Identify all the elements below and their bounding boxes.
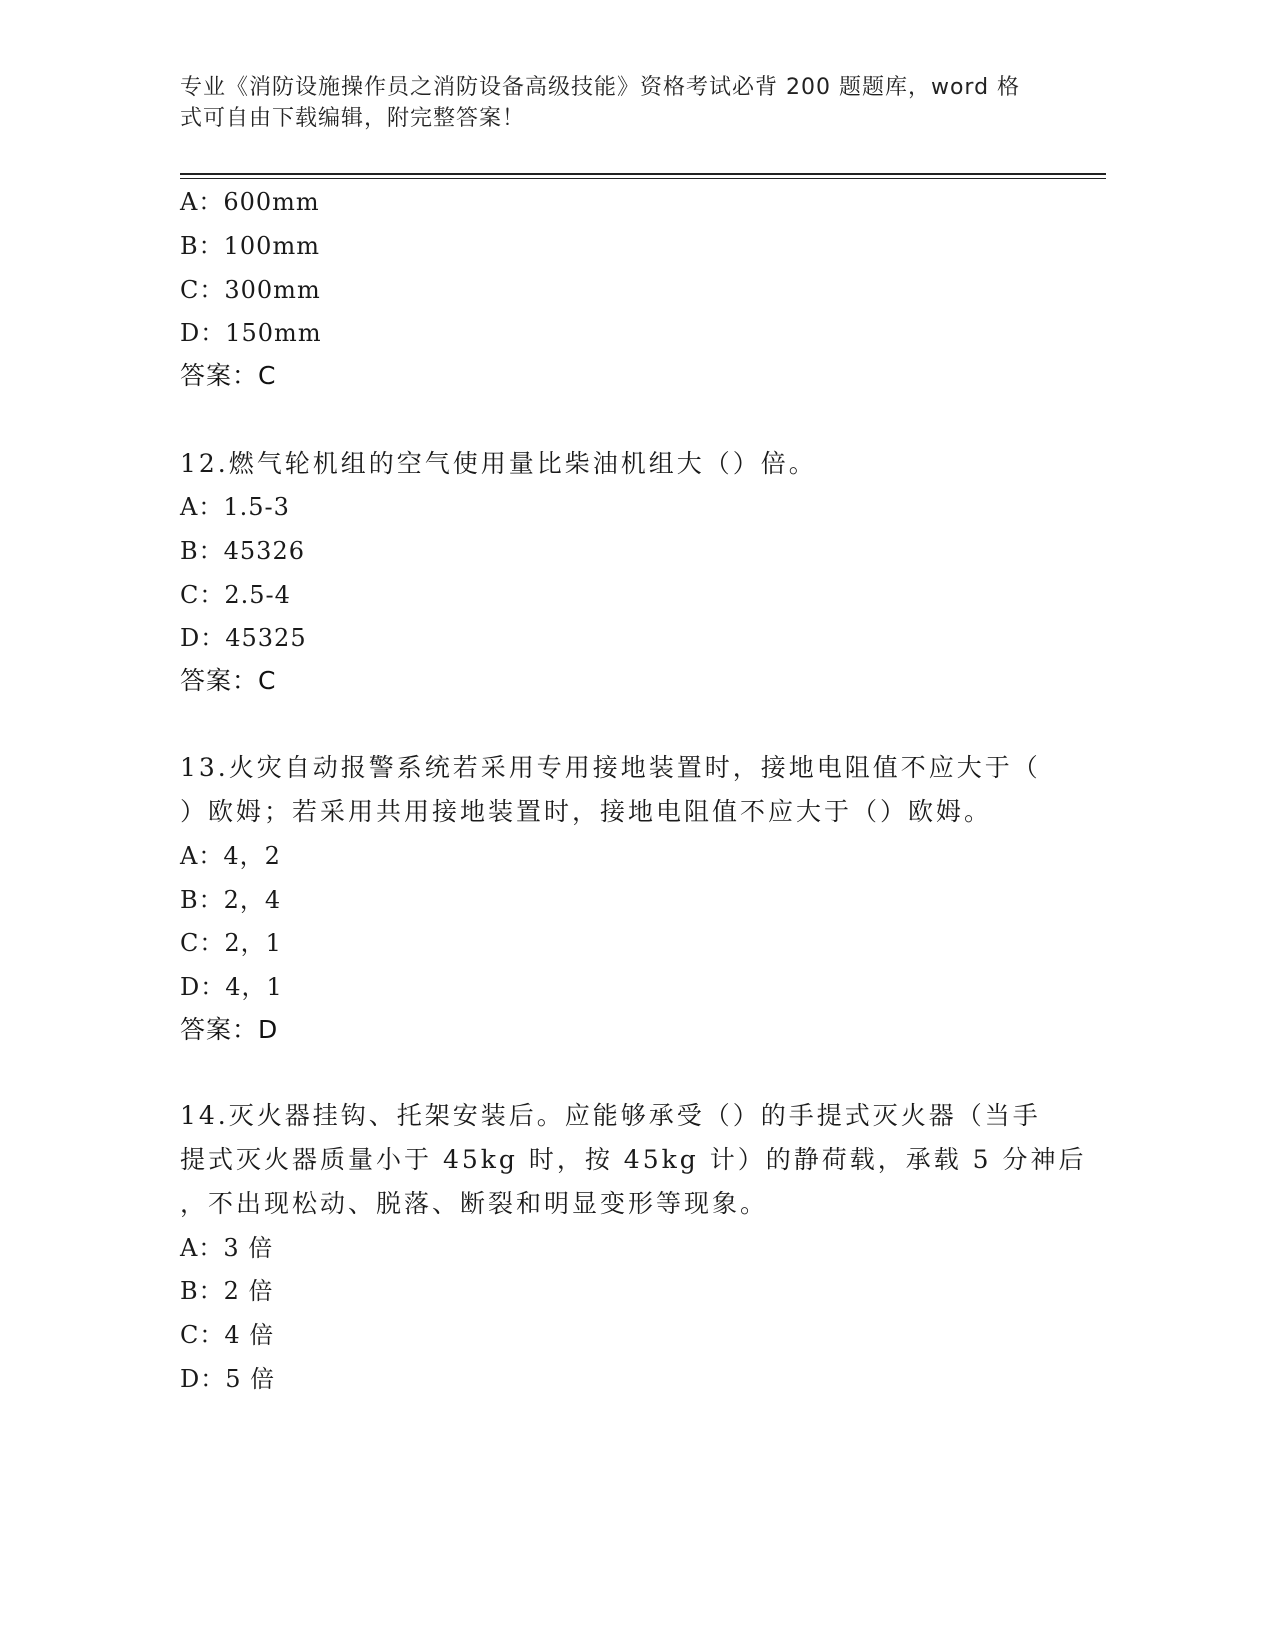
option-text: 2 倍 <box>223 1277 274 1305</box>
option-letter: B： <box>180 1277 224 1305</box>
header-divider-thin <box>180 178 1106 179</box>
option-letter: C： <box>180 276 225 304</box>
q11-answer: 答案：C <box>180 361 277 390</box>
document-header <box>180 72 1060 134</box>
option-letter: D： <box>180 1365 226 1393</box>
option-letter: C： <box>180 929 225 957</box>
option-text: 3 倍 <box>223 1234 274 1262</box>
q14-option-a <box>180 1233 273 1263</box>
q14-option-c <box>180 1320 274 1350</box>
q13-option-b <box>180 885 281 915</box>
q14-option-d <box>180 1364 275 1394</box>
q13-option-d <box>180 972 283 1002</box>
option-letter: B： <box>180 886 224 914</box>
q13-option-c <box>180 928 282 958</box>
option-text: 45325 <box>225 624 307 652</box>
option-text: 150mm <box>225 319 322 347</box>
q11-option-b <box>180 231 320 261</box>
option-letter: C： <box>180 581 225 609</box>
option-letter: D： <box>180 624 226 652</box>
q12-option-d <box>180 623 307 653</box>
option-text: 4 倍 <box>224 1321 275 1349</box>
q14-stem-line-2: 提式灭火器质量小于 45kg 时，按 45kg 计）的静荷载，承载 5 分神后 <box>180 1145 1087 1174</box>
q12-answer: 答案：C <box>180 666 277 695</box>
q14-stem-line-3: ，不出现松动、脱落、断裂和明显变形等现象。 <box>180 1189 769 1218</box>
q12-option-c <box>180 580 291 610</box>
q11-option-c <box>180 275 321 305</box>
option-letter: A： <box>180 1234 224 1262</box>
header-divider-thick <box>180 173 1106 175</box>
option-text: 300mm <box>224 276 321 304</box>
q12-option-b <box>180 536 305 566</box>
header-line-1: 专业《消防设施操作员之消防设备高级技能》资格考试必背 200 题题库，word 格 <box>180 75 1021 100</box>
option-text: 100mm <box>223 232 320 260</box>
option-text: 4，1 <box>225 973 283 1001</box>
q14-option-b <box>180 1276 274 1306</box>
option-letter: D： <box>180 973 226 1001</box>
header-line-2: 式可自由下载编辑，附完整答案！ <box>180 106 526 131</box>
option-text: 600mm <box>223 188 320 216</box>
option-letter: B： <box>180 232 224 260</box>
option-text: 5 倍 <box>225 1365 276 1393</box>
option-text: 2，1 <box>224 929 282 957</box>
q12-stem-line-1: 12.燃气轮机组的空气使用量比柴油机组大（）倍。 <box>180 449 817 478</box>
option-text: 4，2 <box>223 842 281 870</box>
option-text: 45326 <box>223 537 305 565</box>
option-text: 2，4 <box>223 886 282 914</box>
option-text: 2.5-4 <box>224 581 291 609</box>
q12-option-a <box>180 492 290 522</box>
option-letter: D： <box>180 319 226 347</box>
option-letter: B： <box>180 537 224 565</box>
q14-stem-line-1: 14.灭火器挂钩、托架安装后。应能够承受（）的手提式灭火器（当手 <box>180 1101 1041 1130</box>
q11-option-d <box>180 318 322 348</box>
option-letter: A： <box>180 493 224 521</box>
q13-option-a <box>180 841 281 871</box>
q13-answer: 答案：D <box>180 1015 279 1044</box>
q13-stem-line-1: 13.火灾自动报警系统若采用专用接地装置时，接地电阻值不应大于（ <box>180 753 1041 782</box>
option-text: 1.5-3 <box>223 493 290 521</box>
option-letter: A： <box>180 842 224 870</box>
q13-stem-line-2: ）欧姆；若采用共用接地装置时，接地电阻值不应大于（）欧姆。 <box>180 797 993 826</box>
option-letter: A： <box>180 188 224 216</box>
q11-option-a <box>180 187 320 217</box>
option-letter: C： <box>180 1321 225 1349</box>
